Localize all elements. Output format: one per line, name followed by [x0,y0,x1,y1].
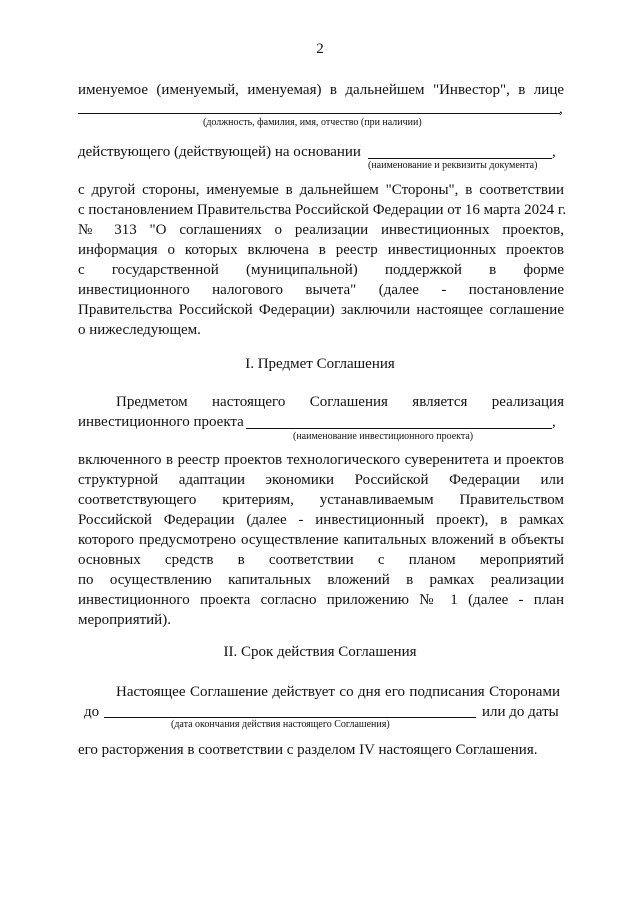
section-1-body-1: включенного в реестр проектов технологического суверенитета и проектов [78,452,564,468]
parties-line-8: о нижеследующем. [78,322,201,338]
end-date-fill-line[interactable] [104,717,476,718]
investor-comma: , [559,101,563,117]
investor-caption: (должность, фамилия, имя, отчество (при наличии) [203,117,422,128]
end-date-caption: (дата окончания действия настоящего Соглашения) [171,719,390,730]
basis-comma: , [552,144,556,160]
section-2-last-line: его расторжения в соответствии с разделом IV настоящего Соглашения. [78,742,538,758]
section-1-first-line: Предметом настоящего Соглашения является реализация [116,394,564,410]
to-label: до [84,704,100,720]
parties-line-7: Правительства Российской Федерации) заключили настоящее соглашение [78,302,564,318]
section-1-body-4: Российской Федерации (далее - инвестиционный проект), в рамках [78,512,564,528]
parties-line-6: инвестиционного налогового вычета" (далее - постановление [78,282,564,298]
parties-line-5: с государственной (муниципальной) поддержкой в форме [78,262,564,278]
section-1-body-9: мероприятий). [78,612,171,628]
section-2-title: II. Срок действия Соглашения [223,644,417,660]
section-1-body-7: по осуществлению капитальных вложений в рамках реализации [78,572,564,588]
section-2-first-line: Настоящее Соглашение действует со дня его подписания Сторонами [116,684,560,700]
parties-line-3: № 313 "О соглашениях о реализации инвестиционных проектов, [78,222,564,238]
section-1-body-8: инвестиционного проекта согласно приложению № 1 (далее - план [78,592,564,608]
parties-line-1: с другой стороны, именуемые в дальнейшем "Стороны", в соответствии [78,182,564,198]
section-1-body-3: соответствующего критериям, устанавливаемым Правительством [78,492,564,508]
acting-basis-text: действующего (действующей) на основании [78,144,361,160]
section-1-title: I. Предмет Соглашения [245,356,395,372]
or-until-label: или до даты [482,704,559,720]
project-comma: , [552,414,556,430]
section-1-body-6: основных средств в соответствии с планом мероприятий [78,552,564,568]
investor-line: именуемое (именуемый, именуемая) в дальнейшем "Инвестор", в лице [78,82,564,98]
investor-fill-line[interactable] [78,113,560,114]
basis-document-fill-line[interactable] [368,158,552,159]
page-number: 2 [316,41,324,57]
basis-caption: (наименование и реквизиты документа) [368,160,538,171]
project-label: инвестиционного проекта [78,414,244,430]
section-1-body-2: структурной адаптации экономики Российской Федерации или [78,472,564,488]
parties-line-2: с постановлением Правительства Российской Федерации от 16 марта 2024 г. [78,202,567,218]
section-1-body-5: которого предусмотрено осуществление капитальных вложений в объекты [78,532,564,548]
project-name-fill-line[interactable] [246,428,552,429]
project-caption: (наименование инвестиционного проекта) [293,431,474,442]
parties-line-4: информация о которых включена в реестр инвестиционных проектов [78,242,564,258]
